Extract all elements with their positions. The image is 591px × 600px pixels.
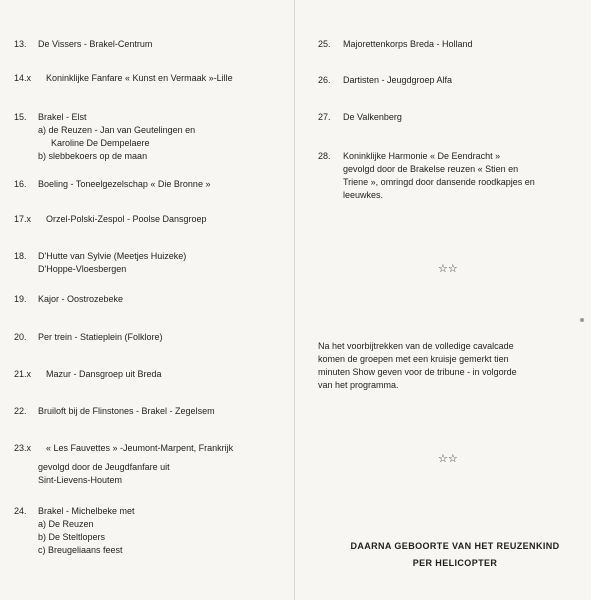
star-separator: ☆☆ (438, 263, 458, 275)
item-line: a) de Reuzen - Jan van Geutelingen en (38, 125, 196, 135)
item-line: Bruiloft bij de Flinstones - Brakel - Zegelsem (38, 406, 215, 416)
item-number: 13. (14, 39, 27, 49)
item-number: 15. (14, 112, 27, 122)
item-line: Boeling - Toneelgezelschap « Die Bronne » (38, 179, 211, 189)
item-number: 18. (14, 251, 27, 261)
item-number: 17.x (14, 214, 32, 224)
intro-paragraph (318, 340, 578, 392)
program-item-25 (318, 38, 473, 51)
item-line: b) slebbekoers op de maan (38, 151, 148, 161)
item-line: Orzel-Polski-Zespol - Poolse Dansgroep (46, 214, 207, 224)
program-item-17 (14, 213, 207, 226)
edge-dot (580, 318, 584, 322)
item-line: Karoline De Dempelaere (51, 138, 150, 148)
item-line: Koninklijke Fanfare « Kunst en Vermaak »-Lille (46, 73, 233, 83)
item-line: Kajor - Oostrozebeke (38, 294, 124, 304)
program-item-23 (14, 442, 233, 487)
item-line: « Les Fauvettes » -Jeumont-Marpent, Frankrijk (46, 443, 234, 453)
item-line: gevolgd door de Brakelse reuzen « Stien en (343, 164, 519, 174)
item-line: Koninklijke Harmonie « De Eendracht » (343, 151, 501, 161)
closing-line: DAARNA GEBOORTE VAN HET REUZENKIND (350, 541, 560, 551)
item-line: De Vissers - Brakel-Centrum (38, 39, 153, 49)
program-item-18 (14, 250, 186, 276)
program-item-26 (318, 74, 452, 87)
item-line: leeuwkes. (343, 190, 384, 200)
item-line: gevolgd door de Jeugdfanfare uit (38, 462, 170, 472)
item-number: 23.x (14, 443, 32, 453)
item-number: 19. (14, 294, 27, 304)
item-line: c) Breugeliaans feest (38, 545, 123, 555)
program-item-21 (14, 368, 162, 381)
program-item-15 (14, 111, 195, 163)
item-number: 25. (318, 39, 331, 49)
paragraph-line: komen de groepen met een kruisje gemerkt tien (318, 354, 509, 364)
item-number: 28. (318, 151, 331, 161)
item-line: Brakel - Elst (38, 112, 87, 122)
item-line: Brakel - Michelbeke met (38, 506, 135, 516)
closing-line: PER HELICOPTER (412, 558, 498, 568)
item-line: Sint-Lievens-Houtem (38, 475, 123, 485)
center-fold (294, 0, 295, 600)
item-line: Mazur - Dansgroep uit Breda (46, 369, 162, 379)
program-item-22 (14, 405, 215, 418)
item-number: 24. (14, 506, 27, 516)
item-line: De Valkenberg (343, 112, 402, 122)
paragraph-line: Na het voorbijtrekken van de volledige cavalcade (318, 341, 514, 351)
item-line: D'Hutte van Sylvie (Meetjes Huizeke) (38, 251, 187, 261)
item-number: 16. (14, 179, 27, 189)
item-line: Per trein - Statieplein (Folklore) (38, 332, 163, 342)
item-line: Majorettenkorps Breda - Holland (343, 39, 473, 49)
star-separator: ☆☆ (438, 453, 458, 465)
item-number: 21.x (14, 369, 32, 379)
item-number: 14.x (14, 73, 32, 83)
item-line: a) De Reuzen (38, 519, 94, 529)
program-item-24 (14, 505, 135, 557)
program-item-20 (14, 331, 163, 344)
program-item-28 (318, 150, 535, 202)
item-number: 22. (14, 406, 27, 416)
item-number: 26. (318, 75, 331, 85)
paragraph-line: van het programma. (318, 380, 399, 390)
item-number: 20. (14, 332, 27, 342)
program-item-13 (14, 38, 152, 51)
program-item-27 (318, 111, 402, 124)
item-line: Dartisten - Jeugdgroep Alfa (343, 75, 453, 85)
item-number: 27. (318, 112, 331, 122)
item-line: D'Hoppe-Vloesbergen (38, 264, 127, 274)
program-item-16 (14, 178, 210, 191)
program-item-14 (14, 72, 233, 85)
item-line: Triene », omringd door dansende roodkapjes en (343, 177, 535, 187)
item-line: b) De Steltlopers (38, 532, 106, 542)
closing-announcement (330, 538, 580, 572)
program-item-19 (14, 293, 123, 306)
paragraph-line: minuten Show geven voor de tribune - in volgorde (318, 367, 517, 377)
